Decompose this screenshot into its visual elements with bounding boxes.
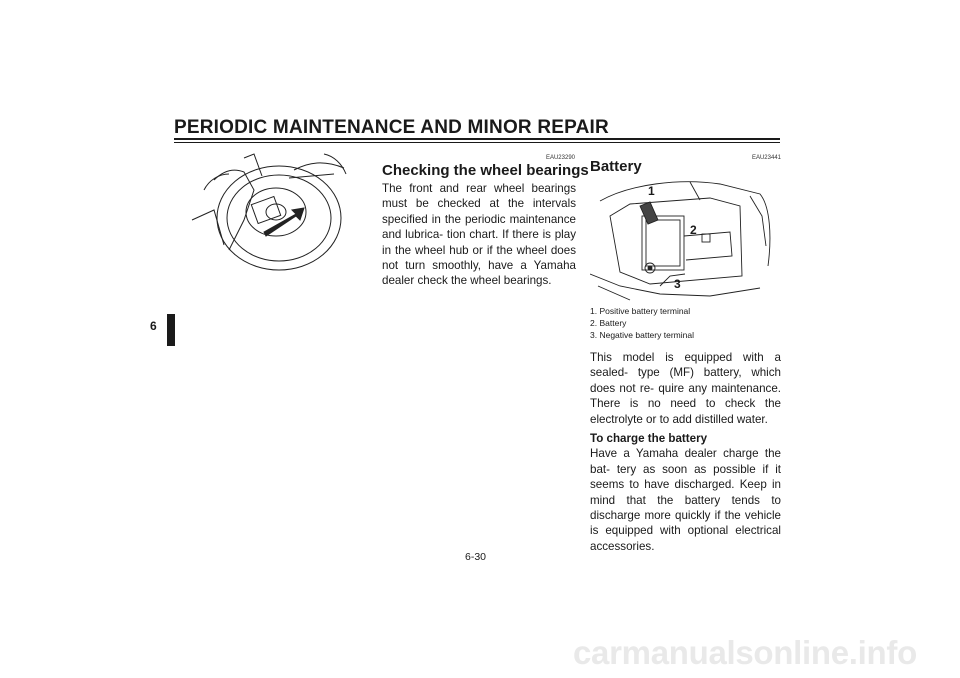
caption-text: Battery xyxy=(599,318,627,328)
page-header-title: PERIODIC MAINTENANCE AND MINOR REPAIR xyxy=(174,117,609,138)
caption-item xyxy=(590,329,785,341)
chapter-tab-marker xyxy=(167,314,175,346)
battery-body: This model is equipped with a sealed- type (MF) battery, which does not re- quire any maintenance. There is no need to check the electrolyte or to add distilled water. xyxy=(590,351,781,426)
wheel-bearings-body: The front and rear wheel bearings must be checked at the intervals specified in the periodic maintenance and lubrica- tion chart. If there is play in the wheel hub or if the wheel does not turn smoothly, have a Yamaha dealer check the wheel bearings. xyxy=(382,182,576,288)
caption-text: Negative battery terminal xyxy=(599,330,694,340)
caption-number: 3. xyxy=(590,330,598,340)
wheel-section-code: EAU23290 xyxy=(545,155,575,161)
charge-section xyxy=(590,431,781,554)
callout-3: 3 xyxy=(674,277,681,291)
header-rule-thin xyxy=(174,142,780,143)
wheel-bearings-heading: Checking the wheel bearings xyxy=(382,162,589,179)
page-number: 6-30 xyxy=(465,551,487,563)
caption-item xyxy=(590,305,785,317)
caption-item xyxy=(590,317,785,329)
battery-section-code: EAU23441 xyxy=(751,155,781,161)
battery-illustration xyxy=(590,176,782,302)
header-rule xyxy=(174,138,780,140)
callout-2: 2 xyxy=(690,223,697,237)
caption-number: 1. xyxy=(590,306,598,316)
chapter-number: 6 xyxy=(150,319,157,333)
watermark-url: carmanualsonline.info xyxy=(573,634,917,671)
charge-body: Have a Yamaha dealer charge the bat- tery as soon as possible if it seems to have discharged. Keep in mind that the battery tends to discharge more quickly if the vehicle is equipped with optional electrical accessories. xyxy=(590,447,781,553)
battery-caption-list xyxy=(590,305,785,341)
caption-text: Positive battery terminal xyxy=(599,306,691,316)
battery-heading: Battery xyxy=(590,158,642,175)
caption-number: 2. xyxy=(590,318,598,328)
wheel-bearing-illustration xyxy=(184,150,354,272)
callout-1: 1 xyxy=(648,184,655,198)
charge-subheading: To charge the battery xyxy=(590,432,708,445)
